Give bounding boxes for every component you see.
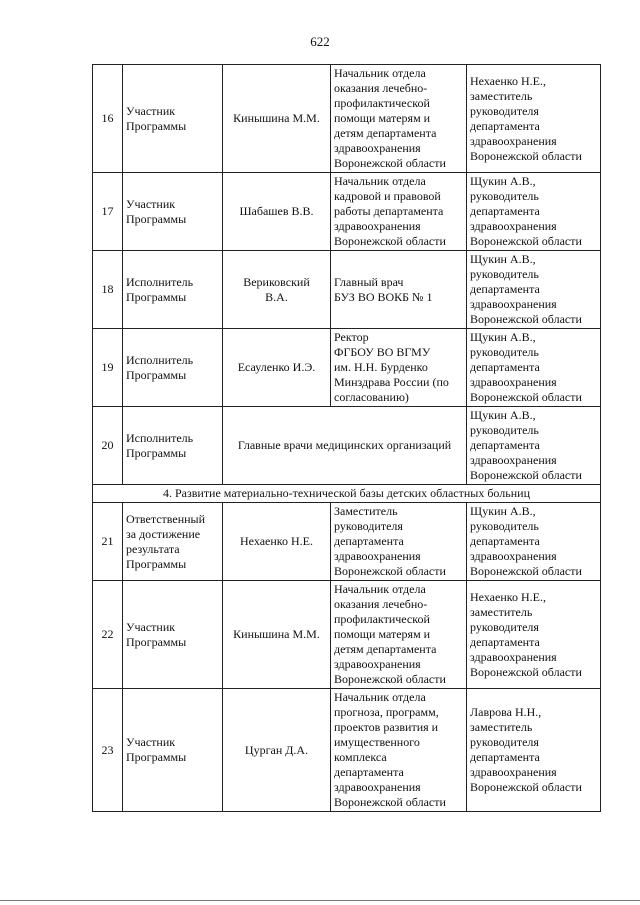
role-cell: Участник Программы bbox=[123, 581, 223, 689]
table-row bbox=[93, 503, 601, 581]
merged-person-position-cell: Главные врачи медицинских организаций bbox=[223, 407, 467, 485]
table-row bbox=[93, 407, 601, 485]
table-row bbox=[93, 581, 601, 689]
person-cell: Цурган Д.А. bbox=[223, 689, 331, 812]
responsibility-table bbox=[92, 64, 601, 812]
page-number: 622 bbox=[310, 34, 330, 49]
section-heading-row bbox=[93, 485, 601, 503]
page-bottom-divider bbox=[0, 900, 640, 901]
role-cell: Ответственный за достижение результата Программы bbox=[123, 503, 223, 581]
row-number: 22 bbox=[93, 581, 123, 689]
position-cell: Начальник отдела прогноза, программ, проектов развития и имущественного комплекса департамента здравоохранения Воронежской области bbox=[331, 689, 467, 812]
role-cell: Исполнитель Программы bbox=[123, 407, 223, 485]
person-cell: Кинышина М.М. bbox=[223, 65, 331, 173]
supervisor-cell: Щукин А.В., руководитель департамента здравоохранения Воронежской области bbox=[467, 407, 601, 485]
position-cell: Начальник отдела оказания лечебно- профилактической помощи матерям и детям департамента здравоохранения Воронежской области bbox=[331, 65, 467, 173]
supervisor-cell: Щукин А.В., руководитель департамента здравоохранения Воронежской области bbox=[467, 173, 601, 251]
position-cell: Начальник отдела кадровой и правовой работы департамента здравоохранения Воронежской области bbox=[331, 173, 467, 251]
position-cell: Ректор ФГБОУ ВО ВГМУ им. Н.Н. Бурденко Минздрава России (по согласованию) bbox=[331, 329, 467, 407]
role-cell: Исполнитель Программы bbox=[123, 329, 223, 407]
person-cell: Кинышина М.М. bbox=[223, 581, 331, 689]
supervisor-cell: Лаврова Н.Н., заместитель руководителя департамента здравоохранения Воронежской области bbox=[467, 689, 601, 812]
role-cell: Участник Программы bbox=[123, 173, 223, 251]
row-number: 20 bbox=[93, 407, 123, 485]
row-number: 19 bbox=[93, 329, 123, 407]
row-number: 16 bbox=[93, 65, 123, 173]
supervisor-cell: Щукин А.В., руководитель департамента здравоохранения Воронежской области bbox=[467, 329, 601, 407]
supervisor-cell: Нехаенко Н.Е., заместитель руководителя департамента здравоохранения Воронежской области bbox=[467, 65, 601, 173]
person-cell: Нехаенко Н.Е. bbox=[223, 503, 331, 581]
row-number: 18 bbox=[93, 251, 123, 329]
table-row bbox=[93, 65, 601, 173]
table-row bbox=[93, 329, 601, 407]
position-cell: Главный врач БУЗ ВО ВОКБ № 1 bbox=[331, 251, 467, 329]
table-row bbox=[93, 689, 601, 812]
supervisor-cell: Нехаенко Н.Е., заместитель руководителя департамента здравоохранения Воронежской области bbox=[467, 581, 601, 689]
person-cell: Есауленко И.Э. bbox=[223, 329, 331, 407]
supervisor-cell: Щукин А.В., руководитель департамента здравоохранения Воронежской области bbox=[467, 251, 601, 329]
row-number: 21 bbox=[93, 503, 123, 581]
section-heading: 4. Развитие материально-технической базы детских областных больниц bbox=[93, 485, 601, 503]
supervisor-cell: Щукин А.В., руководитель департамента здравоохранения Воронежской области bbox=[467, 503, 601, 581]
row-number: 23 bbox=[93, 689, 123, 812]
role-cell: Исполнитель Программы bbox=[123, 251, 223, 329]
person-cell: Вериковский В.А. bbox=[223, 251, 331, 329]
position-cell: Заместитель руководителя департамента здравоохранения Воронежской области bbox=[331, 503, 467, 581]
role-cell: Участник Программы bbox=[123, 65, 223, 173]
row-number: 17 bbox=[93, 173, 123, 251]
role-cell: Участник Программы bbox=[123, 689, 223, 812]
person-cell: Шабашев В.В. bbox=[223, 173, 331, 251]
table-row bbox=[93, 173, 601, 251]
position-cell: Начальник отдела оказания лечебно- профилактической помощи матерям и детям департамента здравоохранения Воронежской области bbox=[331, 581, 467, 689]
table-row bbox=[93, 251, 601, 329]
